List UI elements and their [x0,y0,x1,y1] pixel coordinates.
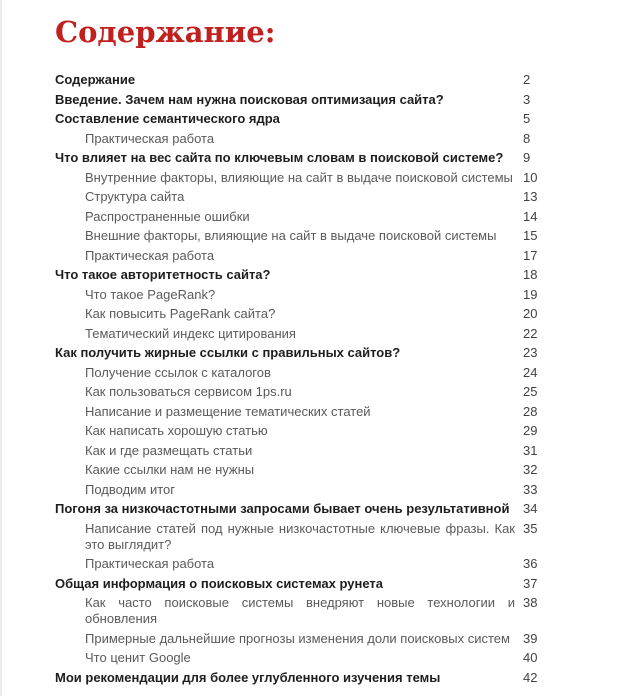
toc-entry-page-number: 22 [523,325,538,341]
page-title: Содержание: [55,15,276,49]
toc-entry-label: Что влияет на вес сайта по ключевым словам в поисковой системе? [55,150,504,165]
toc-entry-label: Написание и размещение тематических статей [85,403,371,419]
toc-entry-label: Практическая работа [85,247,215,263]
toc-entry [55,404,547,420]
toc-entry-page-number: 25 [523,384,538,399]
toc-entry [55,248,547,264]
toc-entry-label: Примерные дальнейшие прогнозы изменения доли поисковых систем [85,630,510,646]
toc-entry-label: Что такое PageRank? [85,286,216,302]
toc-entry-page-number: 37 [523,575,538,591]
toc-entry-page-number: 9 [523,150,531,165]
toc-entry-page-number: 17 [523,247,538,263]
toc-entry [55,92,547,108]
toc-entry-page-number: 8 [523,130,531,146]
toc-entry-page-number: 35 [523,520,538,536]
toc-entry-label: Введение. Зачем нам нужна поисковая оптимизация сайта? [55,91,444,107]
toc-entry-label: Получение ссылок с каталогов [85,364,271,380]
table-of-contents [55,72,547,686]
page-left-edge [0,0,2,696]
toc-entry-label: Составление семантического ядра [55,111,280,126]
toc-entry-label: Как пользоваться сервисом 1ps.ru [85,384,292,399]
toc-entry [55,595,547,627]
toc-entry [55,521,547,553]
toc-entry-page-number: 19 [523,286,538,302]
toc-entry-page-number: 42 [523,669,538,685]
toc-entry-page-number: 5 [523,111,531,126]
toc-entry [55,365,547,381]
toc-entry-page-number: 24 [523,364,538,380]
toc-entry [55,631,547,647]
toc-entry-page-number: 2 [523,72,531,87]
toc-entry-page-number: 36 [523,556,538,571]
toc-entry [55,650,547,666]
toc-entry [55,384,547,400]
toc-entry-page-number: 20 [523,306,538,321]
toc-entry-label: Практическая работа [85,556,215,571]
toc-entry [55,189,547,205]
toc-entry-label: Как получить жирные ссылки с правильных сайтов? [55,345,401,360]
toc-entry-label: Что ценит Google [85,650,191,665]
toc-entry [55,287,547,303]
toc-entry [55,267,547,283]
toc-entry [55,670,547,686]
toc-entry-label: Как часто поисковые системы внедряют новые технологии и обновления [85,595,515,626]
toc-entry-page-number: 14 [523,208,538,224]
toc-entry-label: Какие ссылки нам не нужны [85,462,255,477]
toc-entry [55,501,547,517]
toc-entry-label: Мои рекомендации для более углубленного изучения темы [55,669,441,685]
toc-entry-page-number: 34 [523,501,538,516]
toc-entry-page-number: 31 [523,442,538,458]
toc-entry-page-number: 3 [523,91,531,107]
toc-entry [55,306,547,322]
toc-entry [55,72,547,88]
toc-entry-label: Внутренние факторы, влияющие на сайт в выдаче поисковой системы [85,169,513,185]
toc-entry-label: Общая информация о поисковых системах рунета [55,575,383,591]
toc-entry [55,576,547,592]
toc-entry-page-number: 40 [523,650,538,665]
toc-entry-label: Как повысить PageRank сайта? [85,306,276,321]
toc-entry [55,170,547,186]
toc-entry-page-number: 32 [523,462,538,477]
toc-entry [55,443,547,459]
toc-entry-label: Подводим итог [85,481,176,497]
toc-entry-label: Структура сайта [85,189,185,204]
toc-entry-page-number: 33 [523,481,538,497]
toc-entry-page-number: 15 [523,228,538,243]
toc-entry-label: Как написать хорошую статью [85,423,268,438]
toc-entry-label: Что такое авторитетность сайта? [55,267,271,282]
toc-entry-label: Внешние факторы, влияющие на сайт в выдаче поисковой системы [85,228,497,243]
toc-entry-label: Погоня за низкочастотными запросами бывает очень результативной [55,501,510,516]
toc-entry-page-number: 13 [523,189,538,204]
toc-entry [55,482,547,498]
toc-entry-label: Содержание [55,72,136,87]
toc-entry-page-number: 29 [523,423,538,438]
toc-entry [55,556,547,572]
toc-entry-label: Как и где размещать статьи [85,442,253,458]
toc-entry [55,326,547,342]
toc-entry-label: Распространенные ошибки [85,208,250,224]
toc-entry-page-number: 10 [523,169,538,185]
toc-entry [55,462,547,478]
toc-entry-page-number: 23 [523,345,538,360]
toc-entry-label: Тематический индекс цитирования [85,325,296,341]
toc-entry-page-number: 38 [523,595,538,610]
toc-entry [55,345,547,361]
toc-entry [55,228,547,244]
toc-entry [55,150,547,166]
toc-entry-label: Практическая работа [85,130,215,146]
toc-entry [55,111,547,127]
toc-entry [55,423,547,439]
toc-entry-label: Написание статей под нужные низкочастотные ключевые фразы. Как это выглядит? [85,520,515,552]
toc-entry-page-number: 39 [523,630,538,646]
toc-entry [55,131,547,147]
toc-entry [55,209,547,225]
toc-entry-page-number: 28 [523,403,538,419]
toc-entry-page-number: 18 [523,267,538,282]
